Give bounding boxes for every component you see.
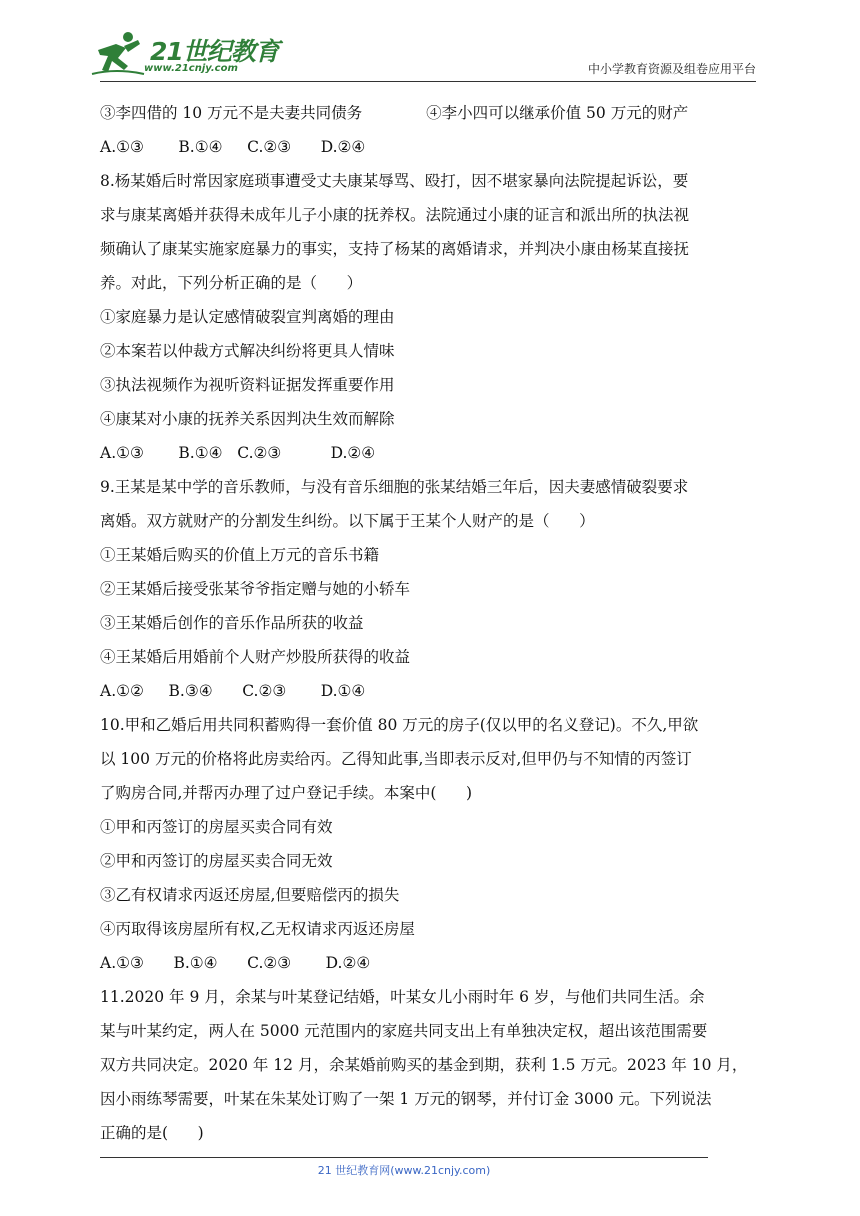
question-8-stem: 求与康某离婚并获得未成年儿子小康的抚养权。法院通过小康的证言和派出所的执法视 [100,206,690,224]
page-header [0,0,860,90]
statement-item: ①甲和丙签订的房屋买卖合同有效 [100,818,333,836]
question-10-stem: 10.甲和乙婚后用共同积蓄购得一套价值 80 万元的房子(仅以甲的名义登记)。不久,甲欲 [100,716,699,734]
answer-options: A.①③ B.①④ C.②③ D.②④ [100,954,371,972]
question-10-stem: 以 100 万元的价格将此房卖给丙。乙得知此事,当即表示反对,但甲仍与不知情的丙签订 [100,750,692,768]
answer-options: A.①② B.③④ C.②③ D.①④ [100,682,366,700]
logo-text: 21世纪教育 [150,37,279,66]
statement-item: ④丙取得该房屋所有权,乙无权请求丙返还房屋 [100,920,415,938]
statement-item: ③乙有权请求丙返还房屋,但要赔偿丙的损失 [100,886,400,904]
footer-link[interactable]: 21 世纪教育网(www.21cnjy.com) [317,1164,491,1177]
statement-item: ①家庭暴力是认定感情破裂宣判离婚的理由 [100,308,395,326]
question-11-stem: 因小雨练琴需要，叶某在朱某处订购了一架 1 万元的钢琴，并付订金 3000 元。下列说法 [100,1090,712,1108]
answer-options: A.①③ B.①④ C.②③ D.②④ [100,444,376,462]
statement-item: ②王某婚后接受张某爷爷指定赠与她的小轿车 [100,580,411,598]
question-10-stem: 了购房合同,并帮丙办理了过户登记手续。本案中( ) [100,784,473,802]
logo-url: www.21cnjy.com [144,63,238,74]
question-11-stem: 11.2020 年 9 月，余某与叶某登记结婚，叶某女儿小雨时年 6 岁，与他们共同生活。余 [100,988,705,1006]
footer-divider [100,1157,708,1158]
statement-item: ④王某婚后用婚前个人财产炒股所获得的收益 [100,648,411,666]
question-8-stem: 养。对此，下列分析正确的是（ ） [100,274,363,292]
question-11-stem: 正确的是( ) [100,1124,204,1142]
exam-content [100,96,768,1150]
statement-item: ③执法视频作为视听资料证据发挥重要作用 [100,376,395,394]
question-8-stem: 8.杨某婚后时常因家庭琐事遭受丈夫康某辱骂、殴打，因不堪家暴向法院提起诉讼，要 [100,172,689,190]
statement-item: ②甲和丙签订的房屋买卖合同无效 [100,852,333,870]
question-8-stem: 频确认了康某实施家庭暴力的事实，支持了杨某的离婚请求，并判决小康由杨某直接抚 [100,240,690,258]
site-logo[interactable] [88,28,279,80]
answer-options: A.①③ B.①④ C.②③ D.②④ [100,138,366,156]
header-tagline: 中小学教育资源及组卷应用平台 [587,62,756,76]
question-9-stem: 离婚。双方就财产的分割发生纠纷。以下属于王某个人财产的是（ ） [100,512,595,530]
statement-item: ②本案若以仲裁方式解决纠纷将更具人情味 [100,342,395,360]
statement-item: ③王某婚后创作的音乐作品所获的收益 [100,614,364,632]
runner-logo-icon [88,28,148,78]
text-line: ③李四借的 10 万元不是夫妻共同债务 ④李小四可以继承价值 50 万元的财产 [100,104,689,122]
question-11-stem: 双方共同决定。2020 年 12 月，余某婚前购买的基金到期，获利 1.5 万元。2023 年 10 月， [100,1056,748,1074]
question-11-stem: 某与叶某约定，两人在 5000 元范围内的家庭共同支出上有单独决定权，超出该范围需要 [100,1022,708,1040]
statement-item: ④康某对小康的抚养关系因判决生效而解除 [100,410,395,428]
header-divider [100,81,756,82]
question-9-stem: 9.王某是某中学的音乐教师，与没有音乐细胞的张某结婚三年后，因夫妻感情破裂要求 [100,478,689,496]
statement-item: ①王某婚后购买的价值上万元的音乐书籍 [100,546,380,564]
